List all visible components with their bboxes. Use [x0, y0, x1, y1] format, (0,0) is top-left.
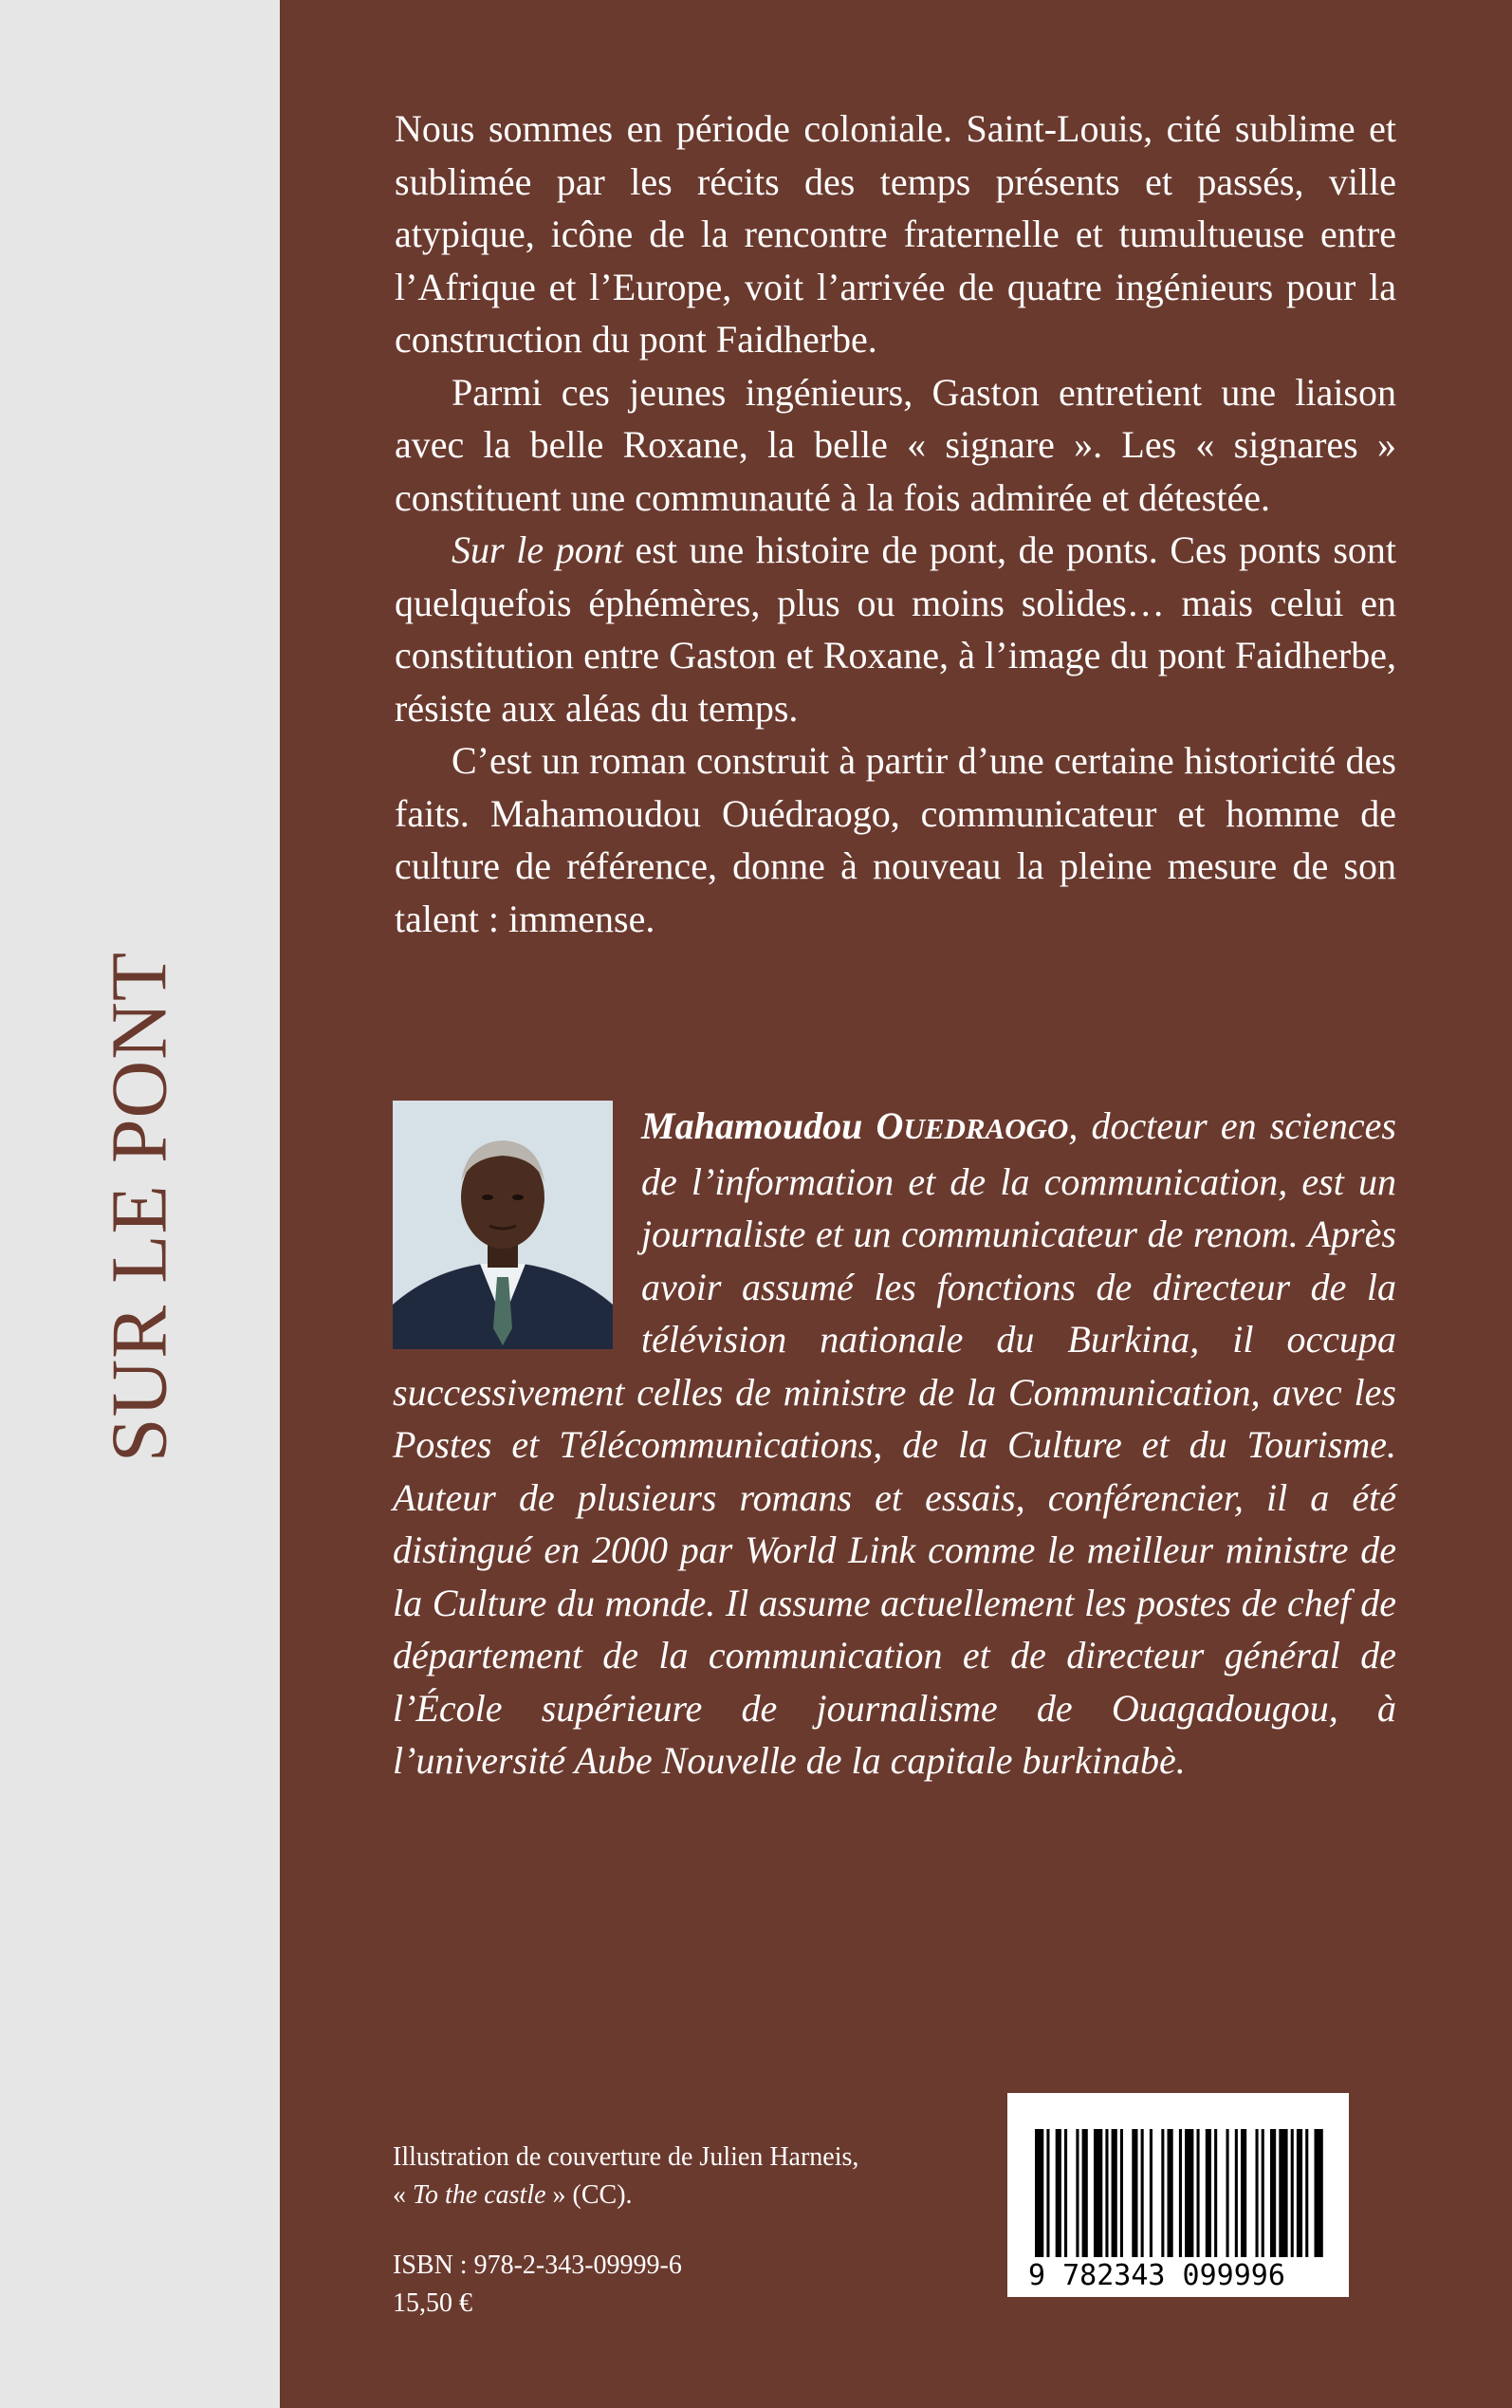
book-title-italic: Sur le pont — [452, 528, 623, 571]
isbn: ISBN : 978-2-343-09999-6 — [393, 2251, 682, 2280]
spine-title: SUR LE PONT — [95, 951, 184, 1463]
barcode-bar — [1179, 2129, 1182, 2257]
synopsis-paragraph-4: C’est un roman construit à partir d’une certaine historicité des faits. Mahamoudou Ouédraogo, communicateur et homme de culture de référence, donne à nouveau la pleine mesure de son talent : immense. — [395, 739, 1396, 940]
barcode-bar — [1214, 2129, 1217, 2257]
barcode-bar — [1046, 2129, 1049, 2257]
barcode-bar — [1056, 2129, 1061, 2257]
author-bio — [393, 1100, 1396, 1787]
barcode-icon — [1031, 2129, 1325, 2257]
barcode-bar — [1279, 2129, 1287, 2257]
isbn-price-block — [393, 2247, 924, 2323]
barcode-bar — [1035, 2129, 1043, 2257]
illustration-title: To the castle — [413, 2180, 546, 2210]
barcode-bar — [1082, 2129, 1088, 2257]
author-bio-text: , docteur en sciences de l’information et de la communication, est un journaliste et un communicateur de renom. Après avoir assumé les fonctions de directeur de la télévision nationale du Burkina, il occupa successivement celles de ministre de la Communication, avec les Postes et Télécommunications, de la Culture et du Tourisme. Auteur de plusieurs romans et essais, conférencier, il a été distingué en 2000 par World Link comme le meilleur ministre de la Culture du monde. Il assume actuellement les postes de chef de département de la communication et de directeur général de l’École supérieure de journalisme de Ouagadougou, à l’université Aube Nouvelle de la capitale burkinabè. — [393, 1104, 1396, 1782]
credits-line-1: Illustration de couverture de Julien Harneis, — [393, 2142, 859, 2172]
barcode-bar — [1206, 2129, 1211, 2257]
barcode-bar — [1132, 2129, 1137, 2257]
synopsis-paragraph-2: Parmi ces jeunes ingénieurs, Gaston entretient une liaison avec la belle Roxane, la belle « signare ». Les « signares » constituent une communauté à la fois admirée et détestée. — [395, 370, 1396, 519]
barcode-bar — [1076, 2129, 1079, 2257]
author-first-name: Mahamoudou — [641, 1104, 876, 1147]
barcode-bar — [1262, 2129, 1264, 2257]
spine — [0, 0, 280, 2408]
barcode-bar — [1120, 2129, 1123, 2257]
barcode-bar — [1168, 2129, 1173, 2257]
credits-line-2: « To the castle » (CC). — [393, 2180, 633, 2210]
barcode-bar — [1094, 2129, 1102, 2257]
barcode-bar — [1305, 2129, 1308, 2257]
barcode-bar — [1112, 2129, 1117, 2257]
barcode-bar — [1235, 2129, 1238, 2257]
barcode-box — [1007, 2093, 1349, 2297]
price: 15,50 € — [393, 2288, 472, 2318]
barcode-digits: 9 782343 099996 — [1028, 2259, 1285, 2292]
photo-spacer — [393, 1100, 613, 1348]
barcode-bar — [1105, 2129, 1108, 2257]
barcode-bar — [1141, 2129, 1144, 2257]
author-last-name: OUEDRAOGO — [876, 1104, 1069, 1147]
barcode-bar — [1291, 2129, 1294, 2257]
synopsis-paragraph-1: Nous sommes en période coloniale. Saint-Louis, cité sublime et sublimée par les récits des temps présents et passés, ville atypique, icône de la rencontre fraternelle et tumultueuse entre l’Afrique et l’Europe, voit l’arrivée de quatre ingénieurs pour la construction du pont Faidherbe. — [395, 107, 1396, 361]
barcode-bar — [1241, 2129, 1246, 2257]
barcode-bar — [1185, 2129, 1193, 2257]
barcode-bar — [1150, 2129, 1152, 2257]
barcode-bar — [1161, 2129, 1164, 2257]
cover-credits — [393, 2139, 924, 2214]
author-name — [641, 1104, 1068, 1147]
barcode-bar — [1226, 2129, 1229, 2257]
barcode-bar — [1315, 2129, 1323, 2257]
barcode-bar — [1297, 2129, 1302, 2257]
barcode-bar — [1064, 2129, 1067, 2257]
synopsis-paragraph-3 — [395, 524, 1396, 734]
back-cover — [280, 0, 1512, 2408]
synopsis — [395, 102, 1396, 945]
synopsis-paragraph-3-text: est une histoire de pont, de ponts. Ces ponts sont quelquefois éphémères, plus ou moins solides… mais celui en constitution entre Gaston et Roxane, à l’image du pont Faidherbe, résiste aux aléas du temps. — [395, 528, 1397, 730]
barcode-bar — [1197, 2129, 1200, 2257]
barcode-bar — [1256, 2129, 1259, 2257]
barcode-bar — [1270, 2129, 1276, 2257]
